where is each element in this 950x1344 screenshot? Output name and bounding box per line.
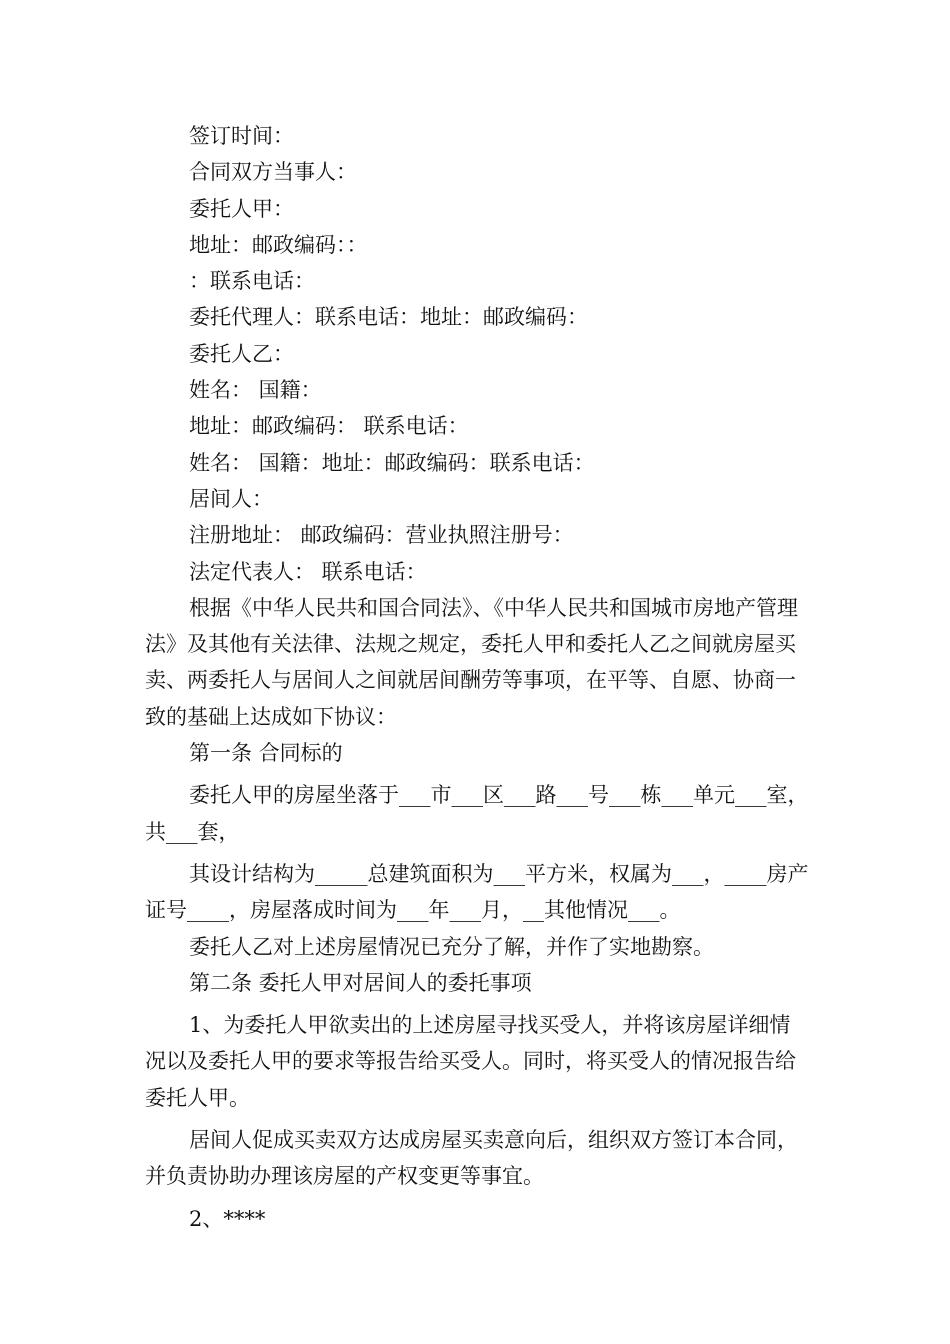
principal-b-line: 委托人乙： — [189, 341, 294, 366]
address-phone-line: 地址：邮政编码： 联系电话： — [189, 414, 469, 439]
article-1-heading: 第一条 合同标的 — [189, 741, 343, 766]
intermediary-duty-paragraph: 居间人促成买卖双方达成房屋买卖意向后，组织双方签订本合同，并负责协助办理该房屋的产权变更等事宜。 — [145, 1128, 798, 1189]
inspection-paragraph: 委托人乙对上述房屋情况已充分了解，并作了实地勘察。 — [189, 934, 714, 959]
address-postcode-line: 地址：邮政编码：： — [189, 232, 368, 257]
clause-1-paragraph: 1、为委托人甲欲卖出的上述房屋寻找买受人，并将该房屋详细情况以及委托人甲的要求等报告给买受人。同时，将买受人的情况报告给委托人甲。 — [145, 1013, 796, 1110]
parties-heading: 合同双方当事人： — [189, 160, 357, 185]
contact-phone-line: ：联系电话： — [189, 269, 315, 294]
agent-line: 委托代理人：联系电话：地址：邮政编码： — [189, 305, 588, 330]
article-2-heading: 第二条 委托人甲对居间人的委托事项 — [189, 970, 532, 995]
clause-2-paragraph: 2、**** — [189, 1206, 266, 1231]
document-body — [145, 118, 810, 1237]
signing-time-line: 签订时间： — [189, 124, 294, 148]
name-nationality-address-line: 姓名： 国籍：地址：邮政编码：联系电话： — [189, 450, 595, 475]
registered-address-line: 注册地址： 邮政编码：营业执照注册号： — [189, 523, 574, 548]
property-location-paragraph: 委托人甲的房屋坐落于___市___区___路___号___栋___单元___室，共___套， — [145, 783, 809, 844]
preamble-paragraph: 根据《中华人民共和国合同法》、《中华人民共和国城市房地产管理法》及其他有关法律、法规之规定，委托人甲和委托人乙之间就房屋买卖、两委托人与居间人之间就居间酬劳等事项，在平等、自愿、协商一致的基础上达成如下协议： — [145, 595, 798, 729]
property-details-paragraph: 其设计结构为_____总建筑面积为___平方米，权属为___，____房产证号____，房屋落成时间为___年___月，__其他情况___。 — [145, 861, 809, 923]
name-nationality-line: 姓名： 国籍： — [189, 378, 322, 403]
legal-representative-line: 法定代表人： 联系电话： — [189, 559, 427, 584]
principal-a-line: 委托人甲： — [189, 196, 294, 221]
intermediary-line: 居间人： — [189, 486, 273, 511]
